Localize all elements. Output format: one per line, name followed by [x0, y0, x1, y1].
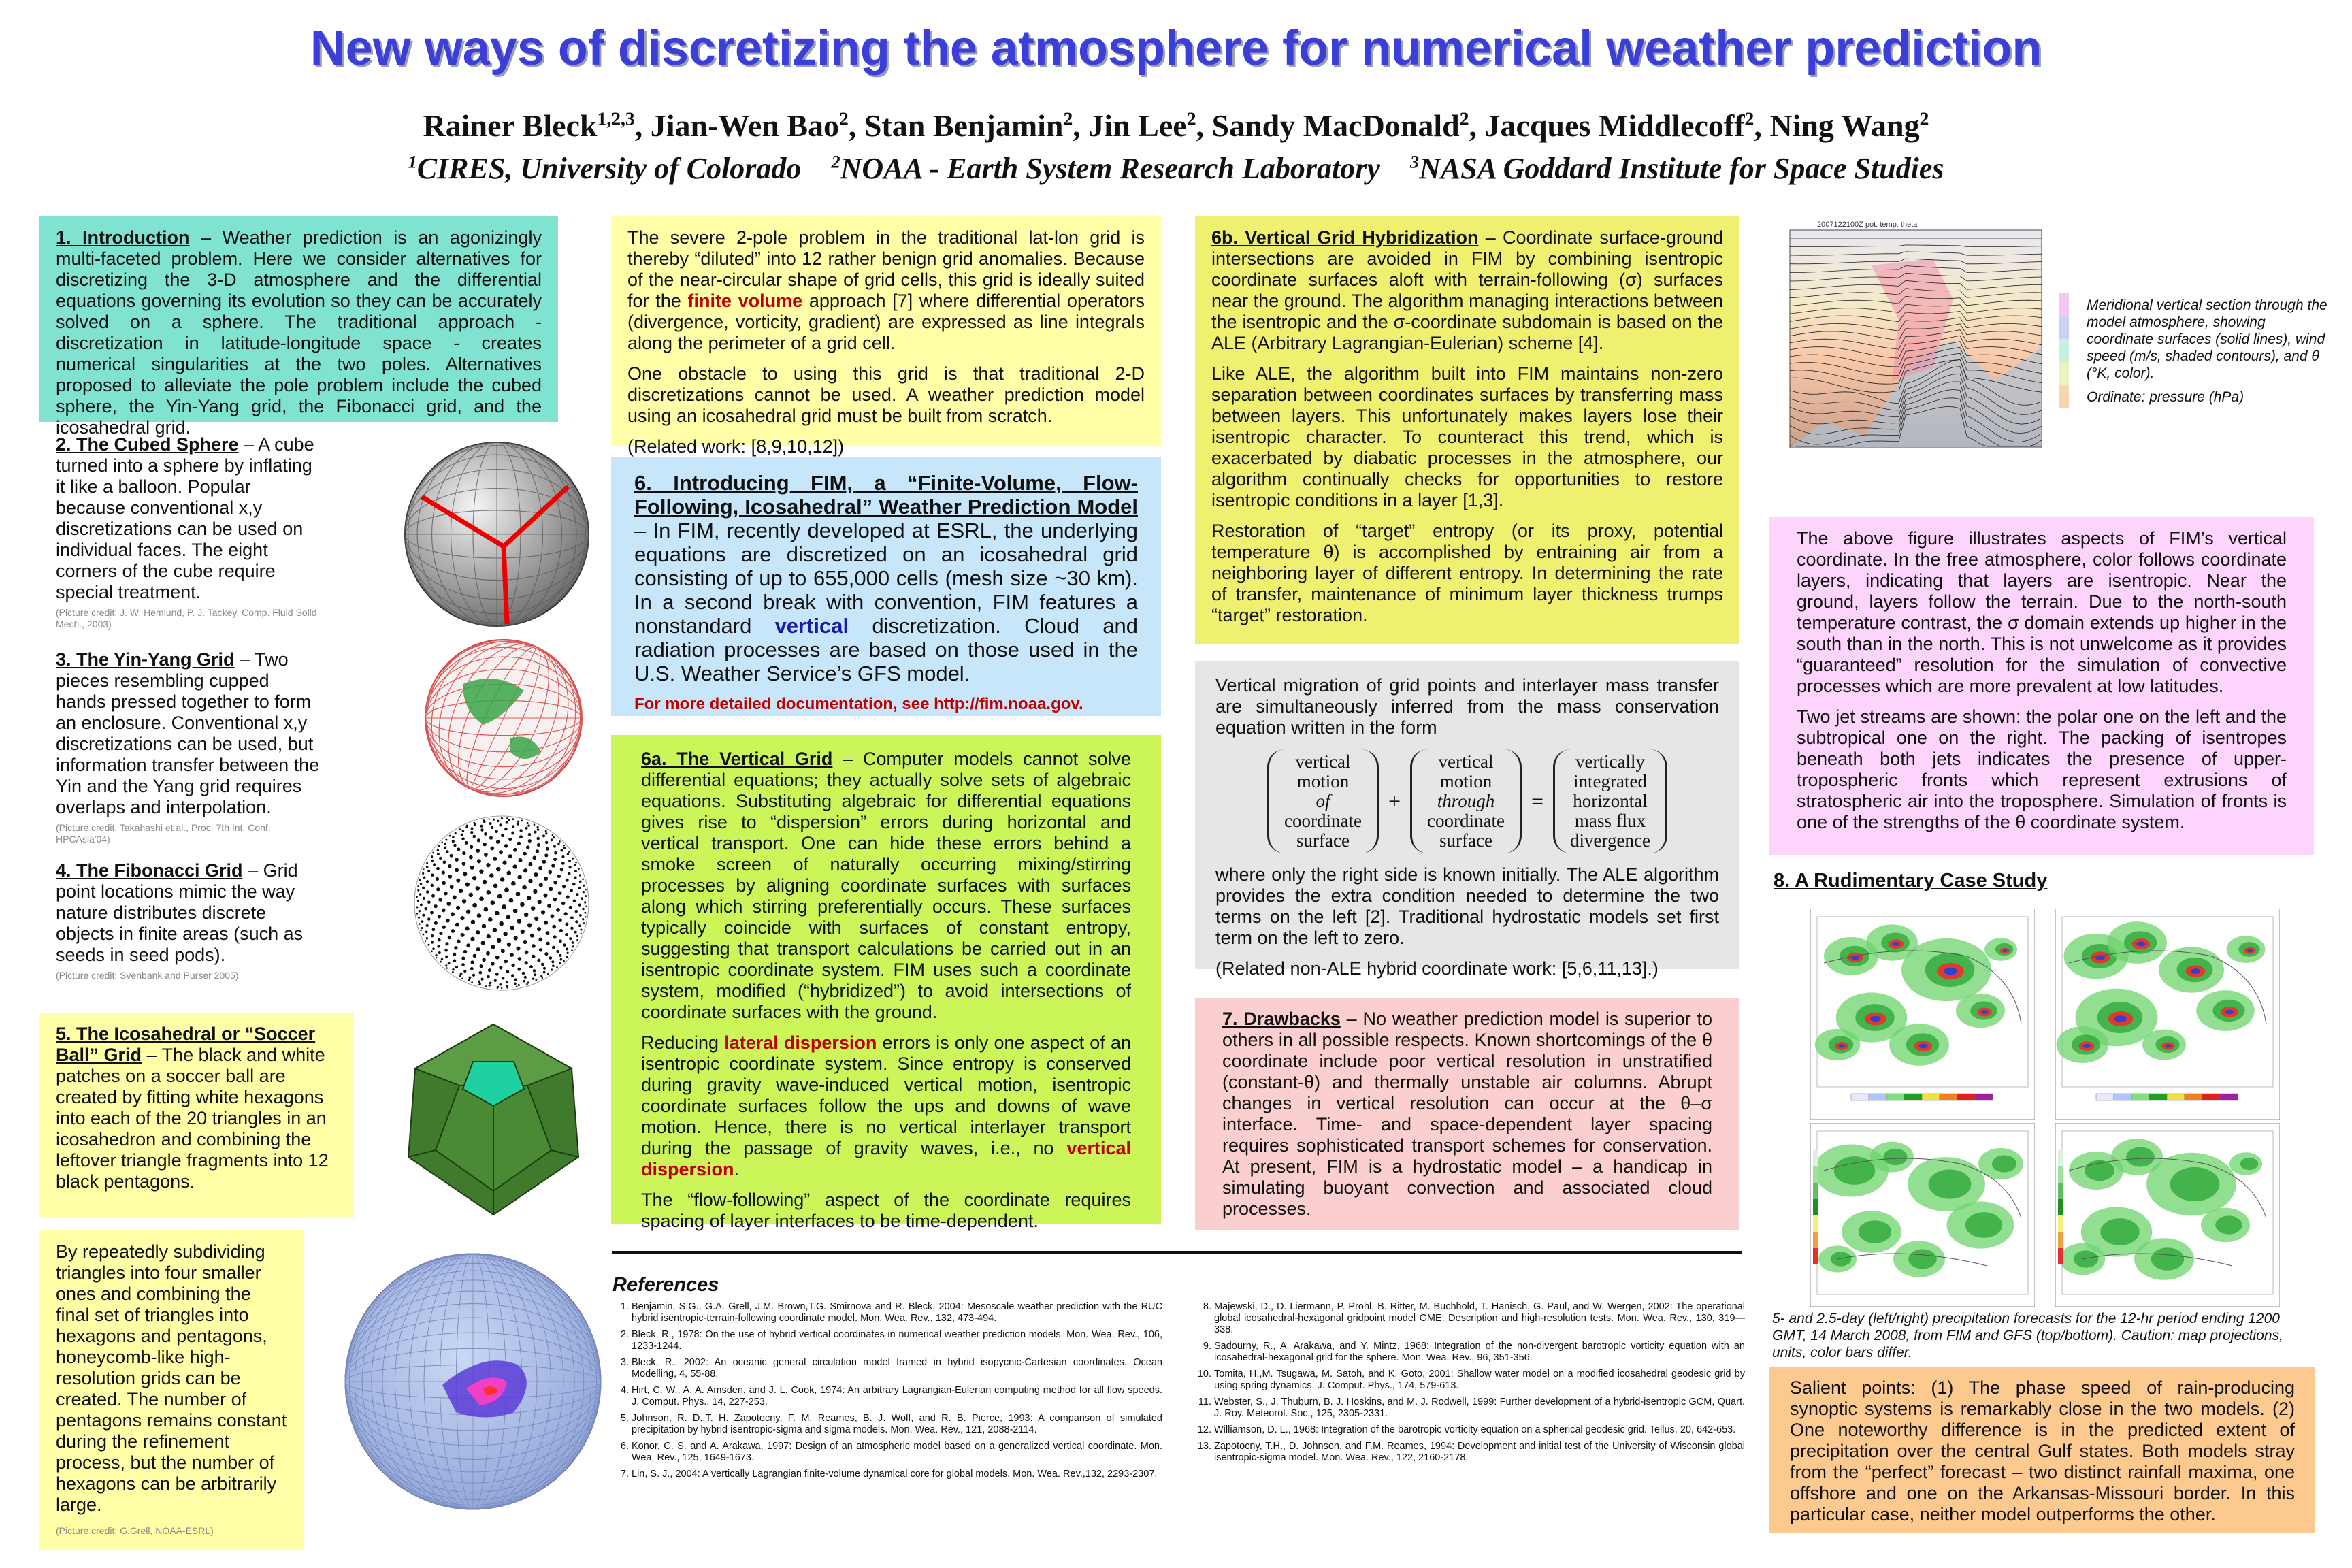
vgrid-text-2a: Reducing [641, 1032, 725, 1053]
fim-precip-5day [1810, 909, 2035, 1120]
drawbacks-panel [1195, 998, 1740, 1230]
hybridization-panel [1195, 216, 1740, 644]
reference-item: 12. Williamson, D. L., 1968: Integration of the barotropic vorticity equation on a spherical geodesic grid. Tellus, 20, 642-653. [1214, 1424, 1745, 1436]
icosa-heading: 5. The Icosahedral or “Soccer Ball” Grid [56, 1024, 316, 1065]
references-rule [612, 1251, 1742, 1254]
mass-conservation-panel [1195, 662, 1740, 979]
hybrid-text-2: Like ALE, the algorithm built into FIM maintains non-zero separation between coordinates surfaces by transferring mass between layers. This unfortunately makes layers lose their isentropic character. To counteract this trend, which is exacerbated by diabatic processes in the atmosphere, our algorithm continually checks for opportunities to restore isentropic conditions in a layer [1,3]. [1211, 363, 1723, 510]
references-right [1195, 1301, 1745, 1469]
subdivision-text: By repeatedly subdividing triangles into four smaller ones and combining the final set of triangles into hexagons and pentagons, honeycomb-like high-resolution grids can be created. The number of pentagons remains constant during the refinement process, but the number of hexagons can be arbitrarily large. [56, 1241, 287, 1515]
fim-documentation-link[interactable]: For more detailed documentation, see http://fim.noaa.gov. [634, 695, 1083, 713]
reference-item: 5. Johnson, R. D.,T. H. Zapotocny, F. M. Reames, B. J. Wolf, and R. B. Pierce, 1993: A comparison of simulated precipitation by hybrid isentropic-sigma and sigma models. Mon. Wea. Rev., 121, 2088-2114. [632, 1413, 1162, 1436]
subdivision-credit: (Picture credit: G.Grell, NOAA-ESRL) [56, 1525, 214, 1536]
gfs-precip-5day [1810, 1123, 2035, 1307]
pole-text-2: One obstacle to using this grid is that traditional 2-D discretizations cannot be used. A weather prediction model using an icosahedral grid must be built from scratch. [627, 363, 1145, 426]
fibonacci-panel [39, 856, 339, 992]
eq-term-1: vertical motion of coordinate surface [1267, 749, 1379, 853]
reference-item: 1. Benjamin, S.G., G.A. Grell, J.M. Brown,T.G. Smirnova and R. Bleck, 2004: Mesoscale weather prediction with the RUC hybrid isentropic-terrain-following coordinate model. Mon. Wea. Rev., 132, 473-494. [632, 1301, 1162, 1324]
cubed-text: – A cube turned into a sphere by inflating it like a balloon. Popular because conventional x,y discretizations can be used on individual faces. The eight corners of the cube require special treatment. [56, 434, 314, 602]
fibonacci-heading: 4. The Fibonacci Grid [56, 860, 243, 881]
fim-text-1: – In FIM, recently developed at ESRL, the underlying equations are discretized on an icosahedral grid consisting of up to 655,000 cells (mesh size ~30 km). In a second break with convention, FIM features a nonstandard [634, 519, 1138, 638]
drawbacks-text: – No weather prediction model is superior to others in all possible respects. Known shortcomings of the θ coordinate include poor vertical resolution in unstratified (constant-θ) and thermally unstable air columns. Abrupt changes in vertical resolution can occur at the θ–σ interface. Time- and space-dependent layer spacing requires sophisticated transport schemes for conservation. At present, FIM is a hydrostatic model – a handicap in simulating buoyant convection and associated cloud processes. [1222, 1009, 1712, 1219]
eq-plus: + [1388, 789, 1401, 813]
drawbacks-heading: 7. Drawbacks [1222, 1009, 1341, 1029]
migration-text-1: Vertical migration of grid points and interlayer mass transfer are simultaneously inferred from the mass conservation equation written in the form [1215, 675, 1719, 738]
eq-term-3: vertically integrated horizontal mass flux divergence [1553, 749, 1667, 853]
salient-points-panel [1769, 1367, 2315, 1533]
fibonacci-grid-image [412, 813, 592, 994]
migration-text-3: (Related non-ALE hybrid coordinate work: [5,6,11,13].) [1215, 958, 1659, 979]
yinyang-text: – Two pieces resembling cupped hands pressed together to form an enclosure. Conventional x,y discretizations can be used, but information transfer between the Yin and the Yang grid requires overlaps and interpolation. [56, 649, 320, 817]
geodesic-grid-image [340, 1249, 606, 1514]
fibonacci-text: – Grid point locations mimic the way nature distributes discrete objects in finite areas (such as seeds in seed pods). [56, 860, 304, 965]
pole-related-work: (Related work: [8,9,10,12]) [627, 436, 845, 457]
intro-panel [39, 216, 558, 438]
yinyang-grid-image [422, 636, 585, 800]
cubed-credit: (Picture credit: J. W. Hemlund, P. J. Tackey, Comp. Fluid Solid Mech., 2003) [56, 607, 317, 630]
vgrid-text-3: The “flow-following” aspect of the coordinate requires spacing of layer interfaces to be time-dependent. [641, 1190, 1131, 1231]
gfs-precip-2.5day [2055, 1123, 2280, 1307]
fim-precip-2.5day [2055, 909, 2280, 1120]
hybrid-text-1: – Coordinate surface-ground intersections are avoided in FIM by combining isentropic coordinate surfaces aloft with terrain-following (σ) surfaces near the ground. The algorithm managing interactions between the isentropic and the σ-coordinate subdomain is based on the ALE (Arbitrary Lagrangian-Eulerian) scheme [4]. [1211, 227, 1723, 353]
section-caption-1: Meridional vertical section through the model atmosphere, showing coordinate surfaces (solid lines), wind speed (m/s, shaded contours), and θ (°K, color). [2087, 297, 2328, 381]
reference-item: 9. Sadourny, R., A. Arakawa, and Y. Mintz, 1968: Integration of the non-divergent barotropic vorticity equation with an icosahedral-hexagonal grid for the sphere. Mon. Wea. Rev., 96, 351-356. [1214, 1341, 1745, 1364]
intro-text: – Weather prediction is an agonizingly multi-faceted problem. Here we consider alternatives for discretizing the 3-D atmosphere and the differential equations governing its evolution so they can be accurately solved on a sphere. The traditional approach - discretization in latitude-longitude space - creates numerical singularities at the two poles. Alternatives proposed to alleviate the pole problem include the cubed sphere, the Yin-Yang grid, the Fibonacci grid, and the icosahedral grid. [56, 227, 542, 438]
eq-term-2: vertical motion through coordinate surface [1410, 749, 1522, 853]
section-caption-2: Ordinate: pressure (hPa) [2087, 389, 2244, 405]
cubed-heading: 2. The Cubed Sphere [56, 434, 239, 455]
yinyang-heading: 3. The Yin-Yang Grid [56, 649, 235, 670]
fim-heading: 6. Introducing FIM, a “Finite-Volume, Flow-Following, Icosahedral” Weather Prediction Model [634, 471, 1138, 519]
section-plot-title: 2007122100Z pot. temp. theta [1817, 220, 1918, 229]
reference-item: 13. Zapotocny, T.H., D. Johnson, and F.M. Reames, 1994: Development and initial test of the University of Wisconsin global isentropic-sigma model. Mon. Wea. Rev., 122, 2160-2178. [1214, 1441, 1745, 1464]
eq-equals: = [1531, 789, 1544, 813]
reference-item: 8. Majewski, D., D. Liermann, P. Prohl, B. Ritter, M. Buchhold, T. Hanisch, G. Paul, and W. Wergen, 2002: The operational global icosahedral-hexagonal gridpoint model GME: Description and high-resolution tests. Mon. Wea. Rev., 130, 319—338. [1214, 1301, 1745, 1336]
icosahedral-panel [39, 1013, 354, 1218]
references-heading: References [612, 1274, 719, 1296]
reference-item: 6. Konor, C. S. and A. Arakawa, 1997: Design of an atmospheric model based on a generalized vertical coordinate. Mon. Wea. Rev., 125, 1649-1673. [632, 1441, 1162, 1464]
references-left [612, 1301, 1162, 1485]
pole-text-1a: The severe 2-pole problem in the traditional lat-lon grid is thereby “diluted” into 12 rather benign grid anomalies. Because of the near-circular shape of grid cells, this grid is ideally suited for the [627, 227, 1145, 311]
vgrid-heading: 6a. The Vertical Grid [641, 749, 833, 769]
mass-conservation-equation [1215, 749, 1719, 853]
author-list: Rainer Bleck$^{1,2,3}$, Jian-Wen Bao$^2$, Stan Benjamin$^2$, Jin Lee$^2$, Sandy MacDonald$^2$, Jacques Middlecoff$^2$, Ning Wang$^2$ [423, 108, 1929, 143]
vertical-section-plot [1776, 218, 2048, 466]
cubed-sphere-image [402, 439, 592, 630]
vgrid-text-1: – Computer models cannot solve differential equations; they actually solve sets of algebraic equations. Substituting algebraic for differential equations gives rise to “dispersion” errors during horizontal and vertical transport. One can hide these errors behind a smoke screen of naturally occurring mixing/stirring processes by aligning coordinate surfaces with surfaces along which stirring preferentially occurs. These surfaces typically coincide with surfaces of constant entropy, suggesting that transport calculations be carried out in an isentropic coordinate system. FIM uses such a coordinate system, modified (“hybridized”) to avoid intersections of coordinate surfaces with the ground. [641, 749, 1131, 1022]
reference-item: 3. Bleck, R., 2002: An oceanic general circulation model framed in hybrid isopycnic-Cartesian coordinates. Ocean Modelling, 4, 55-88. [632, 1357, 1162, 1380]
pole-text-1c: approach [7] where differential operators (divergence, vorticity, gradient) are expressed as line integrals along the perimeter of a grid cell. [627, 291, 1145, 353]
case-study-heading: 8. A Rudimentary Case Study [1774, 870, 2048, 892]
icosahedron-image [398, 1021, 589, 1218]
migration-text-2: where only the right side is known initially. The ALE algorithm provides the extra condition needed to determine the two terms on the left [2]. Traditional hydrostatic models set first term on the left to zero. [1215, 864, 1719, 948]
reference-item: 10. Tomita, H.,M. Tsugawa, M. Satoh, and K. Goto, 2001: Shallow water model on a modified icosahedral geodesic grid by using spring dynamics. J. Comput. Phys., 174, 579-613. [1214, 1369, 1745, 1392]
figexplain-text-1: The above figure illustrates aspects of FIM’s vertical coordinate. In the free atmosphere, color follows coordinate layers, indicating that layers are isentropic. Near the ground, layers follow the terrain. Due to the north-south temperature contrast, the σ domain extends up higher in the south than in the north. This is not unwelcome as it provides “guaranteed” resolution for the simulation of convective processes which are more prevalent at low latitudes. [1797, 528, 2287, 696]
figure-explanation-panel [1769, 517, 2314, 855]
cubed-sphere-panel [39, 430, 339, 638]
fim-text-3: discretization. Cloud and radiation processes are based on those used in the U.S. Weather Service’s GFS model. [634, 614, 1138, 685]
reference-item: 7. Lin, S. J., 2004: A vertically Lagrangian finite-volume dynamical core for global models. Mon. Wea. Rev.,132, 2293-2307. [632, 1469, 1162, 1480]
lateral-dispersion-highlight: lateral dispersion [724, 1032, 877, 1053]
reference-item: 2. Bleck, R., 1978: On the use of hybrid vertical coordinates in numerical weather prediction models. Mon. Wea. Rev., 106, 1233-1244. [632, 1329, 1162, 1352]
hybrid-text-3: Restoration of “target” entropy (or its proxy, potential temperature θ) is accomplished by entraining air from a neighboring layer of different entropy. In determining the rate of transfer, maintenance of minimum layer thickness trumps “target” restoration. [1211, 521, 1723, 625]
vgrid-text-2e: . [734, 1159, 740, 1179]
pole-problem-panel [611, 216, 1161, 457]
fibonacci-credit: (Picture credit: Svenbank and Purser 2005) [56, 970, 239, 981]
fim-vertical-highlight: vertical [774, 614, 849, 638]
case-study-caption: 5- and 2.5-day (left/right) precipitation forecasts for the 12-hr period ending 1200 GMT, 14 March 2008, from FIM and GFS (top/bottom). Caution: map projections, units, color bars differ. [1772, 1311, 2283, 1360]
figexplain-text-2: Two jet streams are shown: the polar one on the left and the subtropical one on the right. The packing of isentropes beneath both jets indicates the presence of upper-tropospheric fronts which represent extrusions of stratospheric air into the troposphere. Simulation of fronts is one of the strengths of the θ coordinate system. [1797, 706, 2287, 832]
hybrid-heading: 6b. Vertical Grid Hybridization [1211, 227, 1479, 248]
reference-item: 4. Hirt, C. W., A. A. Amsden, and J. L. Cook, 1974: An arbitrary Lagrangian-Eulerian computing method for all flow speeds. J. Comput. Phys., 14, 227-253. [632, 1385, 1162, 1408]
vgrid-text-2c: errors is only one aspect of an isentropic coordinate system. Since entropy is conserved during gravity wave-induced vertical motion, isentropic coordinate surfaces follow the ups and downs of wave motion. Hence, there is no vertical interlayer transport during the passage of gravity waves, i.e., no [641, 1032, 1131, 1158]
section-colorbar [2059, 293, 2069, 408]
vertical-dispersion-highlight: vertical dispersion [641, 1138, 1131, 1179]
intro-heading: 1. Introduction [56, 227, 190, 248]
yinyang-credit: (Picture credit: Takahashi et al., Proc. 7th Int. Conf. HPCAsia'04) [56, 822, 271, 845]
yinyang-panel [39, 645, 339, 849]
vertical-grid-panel [611, 735, 1161, 1231]
fim-panel [611, 457, 1161, 716]
section-caption [2087, 297, 2332, 406]
finite-volume-highlight: finite volume [687, 291, 803, 311]
subdivision-panel [39, 1230, 304, 1550]
salient-text: Salient points: (1) The phase speed of rain-producing synoptic systems is remarkably close in the two models. (2) One noteworthy difference is in the predicted extent of precipitation over the central Gulf states. Both models stray from the “perfect” forecast – two distinct rainfall maxima, one offshore and one on the Arkansas-Missouri border. In this particular case, neither model outperforms the other. [1790, 1377, 2295, 1524]
poster-title: New ways of discretizing the atmosphere for numerical weather prediction [310, 21, 2042, 76]
reference-item: 11. Webster, S., J. Thuburn, B. J. Hoskins, and M. J. Rodwell, 1999: Further development of a hybrid-isentropic GCM, Quart. J. Roy. Meteorol. Soc., 125, 2305-2331. [1214, 1396, 1745, 1420]
icosa-text: – The black and white patches on a soccer ball are created by fitting white hexagons into each of the 20 triangles in an icosahedron and combining the leftover triangle fragments into 12 black pentagons. [56, 1045, 329, 1192]
affiliations: $^1$CIRES, University of Colorado $^2$NOAA - Earth System Research Laboratory $^3$NASA Goddard Institute for Space Studies [408, 151, 1944, 185]
